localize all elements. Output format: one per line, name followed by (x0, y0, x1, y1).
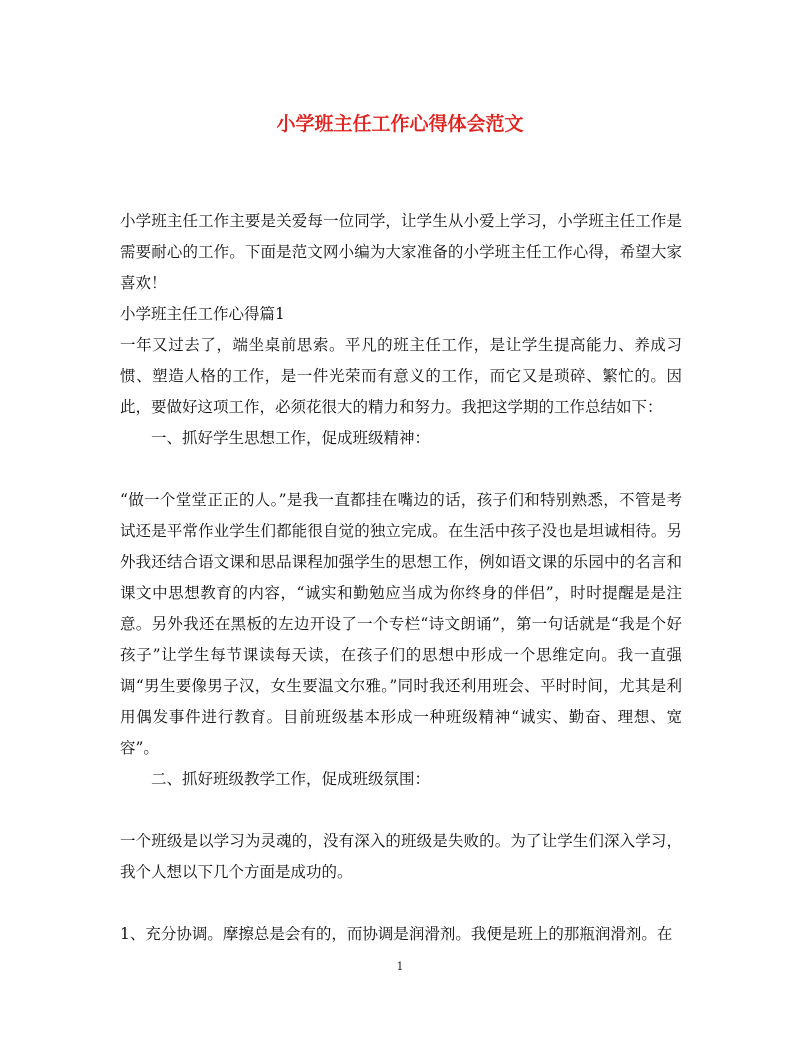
paragraph-2: “做一个堂堂正正的人。”是我一直都挂在嘴边的话，孩子们和特别熟悉，不管是考试还是平常作业学生们都能很自觉的独立完成。在生活中孩子没也是坦诚相待。另外我还结合语文课和思品课程加强学生的思想工作，例如语文课的乐园中的名言和课文中思想教育的内容，“诚实和勤勉应当成为你终身的伴侣”，时时提醒是是注意。另外我还在黑板的左边开设了一个专栏“诗文朗诵”，第一句话就是“我是个好孩子”让学生每节课读每天读，在孩子们的思想中形成一个思维定向。我一直强调“男生要像男子汉，女生要温文尔雅。”同时我还利用班会、平时时间，尤其是利用偶发事件进行教育。目前班级基本形成一种班级精神“诚实、勤奋、理想、宽容”。 (120, 491, 682, 757)
paragraph-1: 一年又过去了，端坐桌前思索。平凡的班主任工作，是让学生提高能力、养成习惯、塑造人格的工作，是一件光荣而有意义的工作，而它又是琐碎、繁忙的。因此，要做好这项工作，必须花很大的精力和努力。我把这学期的工作总结如下： (120, 336, 682, 416)
paragraph-4: 1、充分协调。摩擦总是会有的，而协调是润滑剂。我便是班上的那瓶润滑剂。在 (120, 925, 673, 943)
spacer (120, 795, 682, 826)
intro-paragraph: 小学班主任工作主要是关爱每一位同学，让学生从小爱上学习，小学班主任工作是需要耐心的工作。下面是范文网小编为大家准备的小学班主任工作心得，希望大家喜欢！ (120, 212, 682, 292)
section-title: 小学班主任工作心得篇1 (120, 305, 285, 323)
spacer (120, 454, 682, 485)
heading-2: 二、抓好班级教学工作，促成班级氛围： (151, 770, 431, 788)
spacer (120, 888, 682, 919)
document-body (120, 206, 682, 950)
paragraph-3: 一个班级是以学习为灵魂的，没有深入的班级是失败的。为了让学生们深入学习，我个人想以下几个方面是成功的。 (120, 832, 682, 881)
page-number: 1 (396, 960, 404, 973)
document-title: 小学班主任工作心得体会范文 (276, 113, 524, 135)
heading-1: 一、抓好学生思想工作，促成班级精神： (151, 429, 431, 447)
